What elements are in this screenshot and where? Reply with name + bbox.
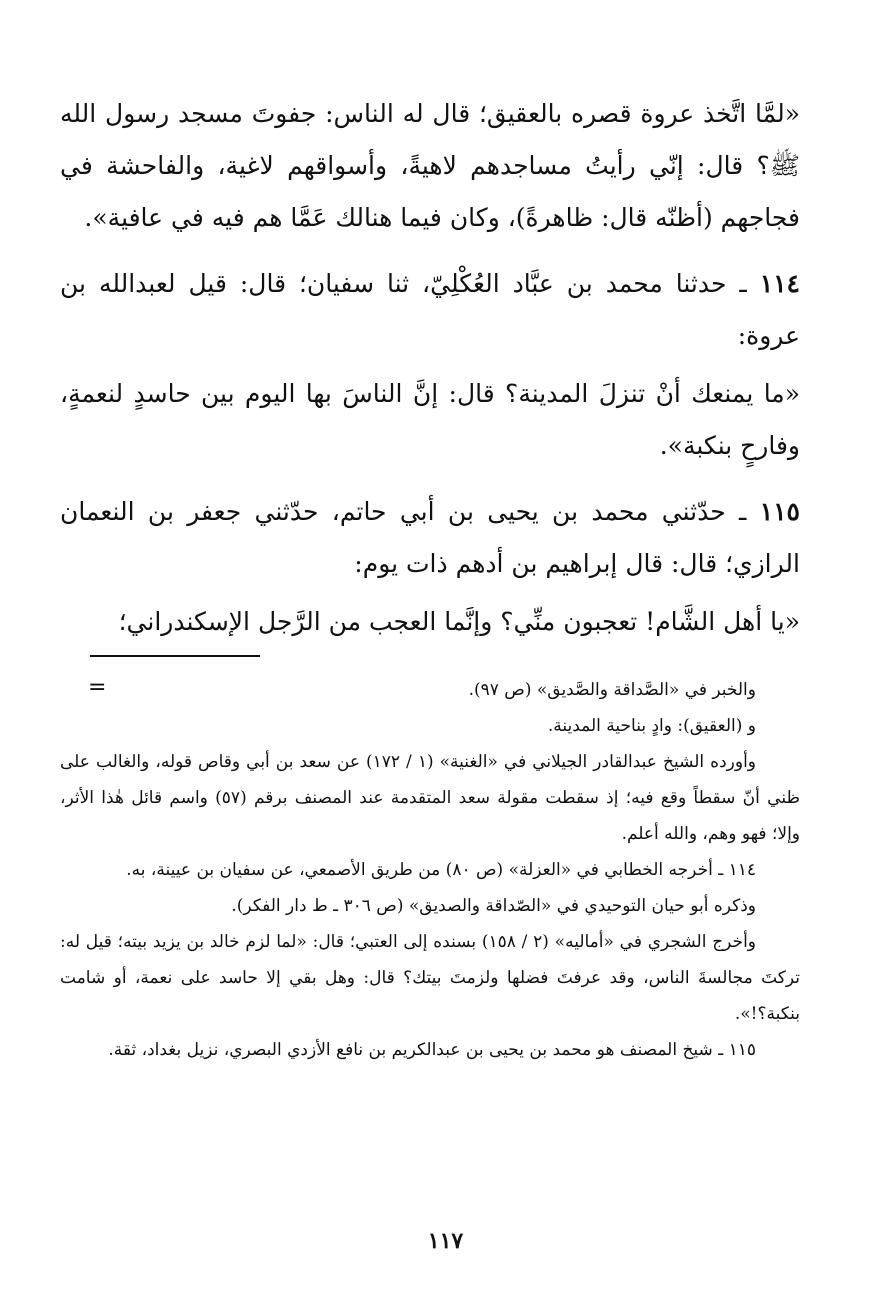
footnote-line: و (العقيق): وادٍ بناحية المدينة. bbox=[547, 716, 756, 736]
paragraph-114 bbox=[60, 258, 800, 362]
paragraph-quote-ibrahim: «يا أهل الشَّام! تعجبون منِّي؟ وإنَّما العجب من الرَّجل الإسكندراني؛ bbox=[118, 607, 800, 636]
main-text bbox=[60, 88, 800, 662]
footnote-line: وذكره أبو حيان التوحيدي في «الصّداقة والصديق» (ص ٣٠٦ ـ ط دار الفكر). bbox=[231, 896, 756, 916]
footnote-line: وأورده الشيخ عبدالقادر الجيلاني في «الغنية» (١ / ١٧٢) عن سعد بن أبي وقاص قوله، والغالب على ظني أنّ سقطاً وقع فيه؛ إذ سقطت مقولة سعد المتقدمة عند المصنف برقم (٥٧) واسم قائل هٰذا الأثر، وإلا؛ فهو وهم، والله أعلم. bbox=[60, 752, 800, 844]
paragraph-quote-abdullah: «ما يمنعك أنْ تنزلَ المدينة؟ قال: إنَّ الناسَ بها اليوم بين حاسدٍ لنعمةٍ، وفارحٍ بنكبة». bbox=[60, 379, 800, 460]
footnote-115: ١١٥ ـ شيخ المصنف هو محمد بن يحيى بن عبدالكريم بن نافع الأزدي البصري، نزيل بغداد، ثقة. bbox=[108, 1040, 756, 1060]
continuation-mark: = bbox=[88, 675, 107, 700]
footnote-line: وأخرج الشجري في «أماليه» (٢ / ١٥٨) بسنده إلى العتبي؛ قال: «لما لزم خالد بن يزيد بيته؛ قيل له: تركتَ مجالسةَ الناس، وقد عرفتَ فضلها ولزمتَ بيتك؟ قال: وهل بقي إلا حاسد على نعمة، أو شامت بنكبة؟!». bbox=[60, 932, 800, 1024]
page-number: ١١٧ bbox=[427, 1228, 464, 1254]
footnote-separator bbox=[90, 655, 260, 657]
hadith-number-115: ١١٥ bbox=[759, 497, 800, 526]
hadith-number-114: ١١٤ bbox=[759, 269, 800, 298]
paragraph-114-text: ـ حدثنا محمد بن عبَّاد العُكْلِيّ، ثنا سفيان؛ قال: قيل لعبدالله بن عروة: bbox=[60, 269, 800, 350]
paragraph-115-text: ـ حدّثني محمد بن يحيى بن أبي حاتم، حدّثني جعفر بن النعمان الرازي؛ قال: قال إبراهيم بن أدهم ذات يوم: bbox=[60, 497, 800, 578]
paragraph-115 bbox=[60, 486, 800, 590]
footnote-line: والخبر في «الصَّداقة والصَّديق» (ص ٩٧). bbox=[468, 680, 756, 700]
footnote-114: ١١٤ ـ أخرجه الخطابي في «العزلة» (ص ٨٠) من طريق الأصمعي، عن سفيان بن عيينة، به. bbox=[126, 860, 756, 880]
paragraph-quote-urwa: «لمَّا اتَّخذ عروة قصره بالعقيق؛ قال له الناس: جفوتَ مسجد رسول الله ﷺ؟ قال: إنّي رأيتُ مساجدهم لاهيةً، وأسواقهم لاغية، والفاحشة في فجاجهم (أظنّه قال: ظاهرةً)، وكان فيما هنالك عَمَّا هم فيه في عافية». bbox=[60, 99, 800, 232]
footnotes bbox=[60, 672, 800, 1068]
